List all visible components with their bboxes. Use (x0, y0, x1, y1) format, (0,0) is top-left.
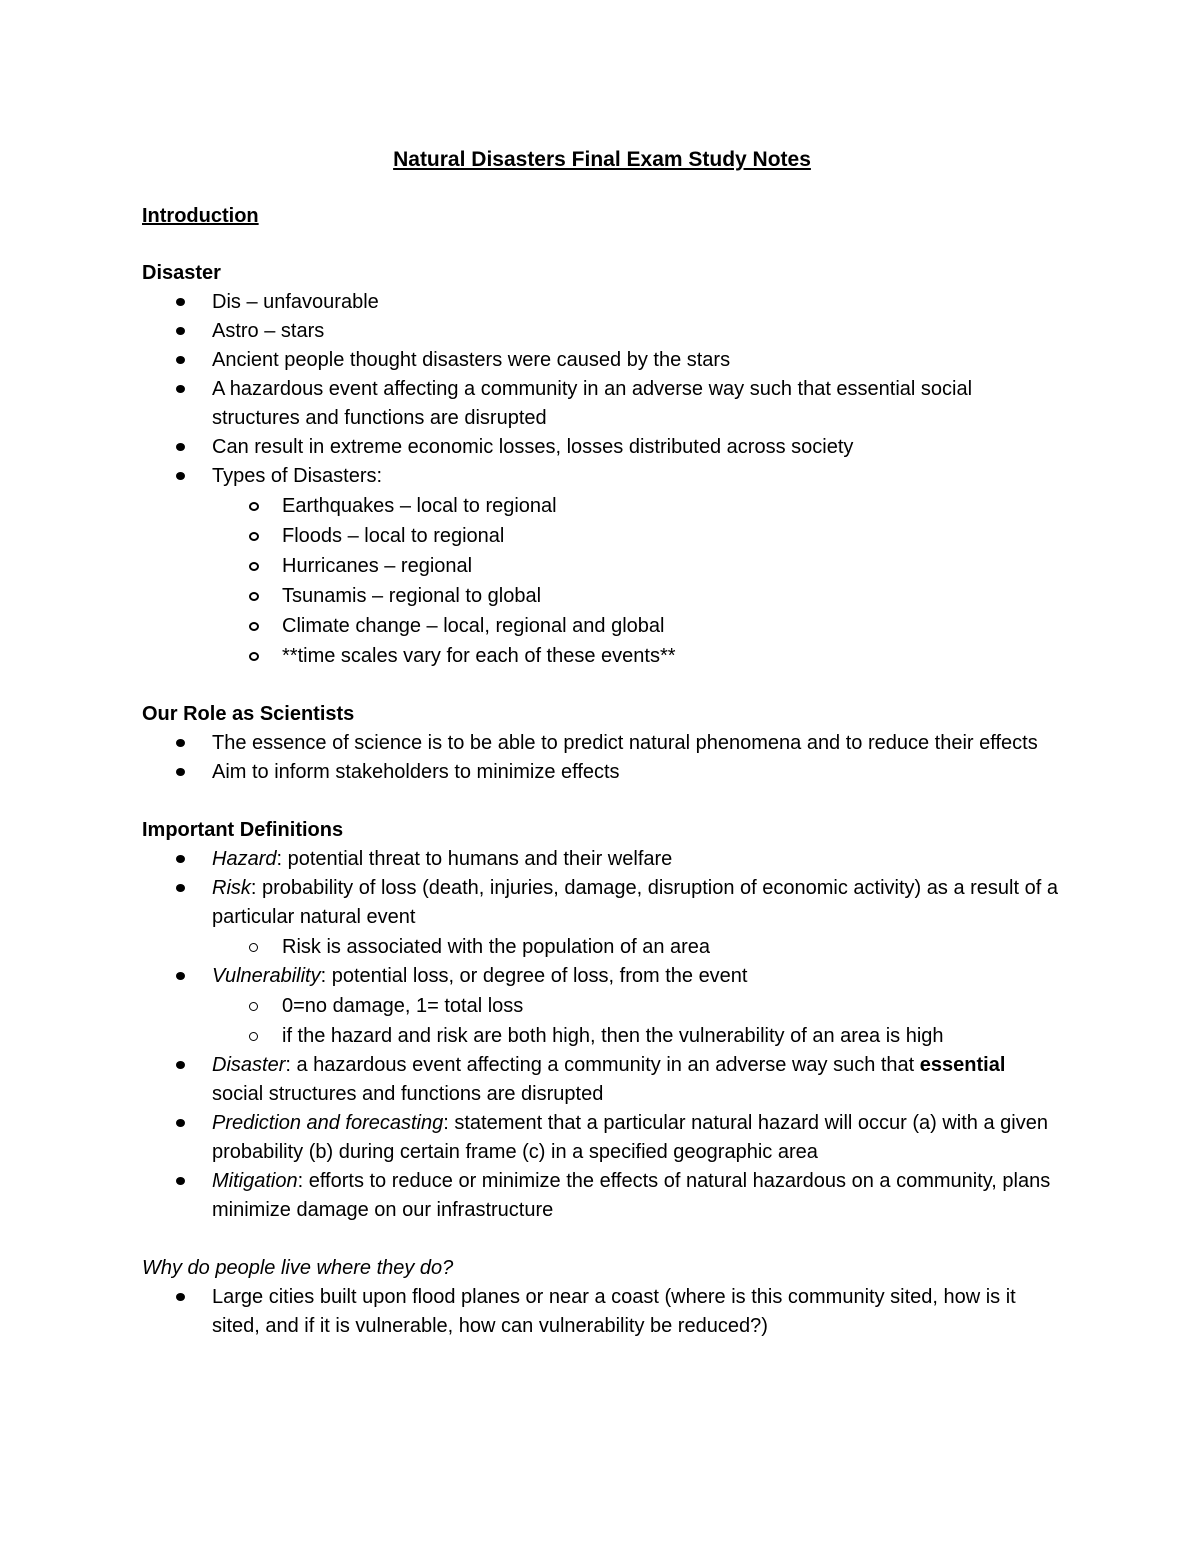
definition-vulnerability: Vulnerability: potential loss, or degree of loss, from the event 0=no damage, 1= total loss if the hazard and risk are both high, then the vulnerability of an area is high (142, 962, 1062, 1051)
disaster-list (142, 288, 1062, 671)
bullet-icon (176, 298, 185, 306)
definition-risk: Risk: probability of loss (death, injuries, damage, disruption of economic activity) as a result of a particular natural event Risk is associated with the population of an area (142, 874, 1062, 962)
circle-bullet-icon (249, 1002, 258, 1011)
document-page (142, 144, 1062, 1370)
bullet-icon (176, 385, 185, 393)
sub-list-item: Hurricanes – regional (212, 551, 1062, 581)
list-item: A hazardous event affecting a community in an adverse way such that essential social structures and functions are disrupted (142, 375, 1062, 433)
bullet-icon (176, 472, 185, 480)
sub-list-item: if the hazard and risk are both high, then the vulnerability of an area is high (212, 1021, 1062, 1051)
bullet-icon (176, 884, 185, 892)
definition-mitigation: Mitigation: efforts to reduce or minimize the effects of natural hazardous on a community, plans minimize damage on our infrastructure (142, 1167, 1062, 1225)
list-item: Large cities built upon flood planes or near a coast (where is this community sited, how is it sited, and if it is vulnerable, how can vulnerability be reduced?) (142, 1283, 1062, 1341)
disaster-heading: Disaster (142, 262, 221, 284)
definition-disaster: Disaster: a hazardous event affecting a community in an adverse way such that essential social structures and functions are disrupted (142, 1051, 1062, 1109)
definitions-list (142, 845, 1062, 1225)
definition-term: Mitigation (212, 1170, 298, 1192)
list-item: Can result in extreme economic losses, losses distributed across society (142, 433, 1062, 462)
circle-bullet-icon (249, 622, 259, 631)
bullet-icon (176, 768, 185, 776)
bullet-icon (176, 1177, 185, 1185)
circle-bullet-icon (249, 562, 259, 571)
risk-sub-list (212, 932, 1062, 962)
definition-term: Risk (212, 877, 251, 899)
bullet-icon (176, 972, 185, 980)
list-item: Ancient people thought disasters were caused by the stars (142, 346, 1062, 375)
why-list (142, 1283, 1062, 1341)
introduction-heading: Introduction (142, 205, 259, 227)
definition-term: Vulnerability (212, 965, 321, 987)
circle-bullet-icon (249, 502, 259, 511)
definition-prediction: Prediction and forecasting: statement that a particular natural hazard will occur (a) with a given probability (b) during certain frame (c) in a specified geographic area (142, 1109, 1062, 1167)
list-item: The essence of science is to be able to predict natural phenomena and to reduce their effects (142, 729, 1062, 758)
list-item: Aim to inform stakeholders to minimize effects (142, 758, 1062, 787)
sub-list-item: 0=no damage, 1= total loss (212, 991, 1062, 1021)
role-heading: Our Role as Scientists (142, 703, 355, 725)
circle-bullet-icon (249, 943, 258, 952)
circle-bullet-icon (249, 592, 259, 601)
definition-term: Disaster (212, 1054, 286, 1076)
circle-bullet-icon (249, 532, 259, 541)
sub-list-item: **time scales vary for each of these events** (212, 641, 1062, 671)
sub-list-item: Earthquakes – local to regional (212, 491, 1062, 521)
circle-bullet-icon (249, 652, 259, 661)
definition-term: Hazard (212, 848, 277, 870)
list-item: Astro – stars (142, 317, 1062, 346)
why-heading: Why do people live where they do? (142, 1257, 454, 1279)
sub-list-item: Risk is associated with the population of an area (212, 932, 1062, 962)
sub-list-item: Floods – local to regional (212, 521, 1062, 551)
definitions-heading: Important Definitions (142, 819, 344, 841)
bullet-icon (176, 855, 185, 863)
document-title: Natural Disasters Final Exam Study Notes (393, 148, 811, 171)
circle-bullet-icon (249, 1032, 258, 1041)
bullet-icon (176, 327, 185, 335)
list-item: Dis – unfavourable (142, 288, 1062, 317)
sub-list-item: Climate change – local, regional and global (212, 611, 1062, 641)
bullet-icon (176, 1061, 185, 1069)
sub-list-item: Tsunamis – regional to global (212, 581, 1062, 611)
bullet-icon (176, 1293, 185, 1301)
definition-hazard: Hazard: potential threat to humans and their welfare (142, 845, 1062, 874)
list-item: Types of Disasters: Earthquakes – local to regional Floods – local to regional Hurricanes – regional Tsunamis – regional to global Climate change – local, regional and global **time scales vary for each of these events** (142, 462, 1062, 671)
bullet-icon (176, 443, 185, 451)
vulnerability-sub-list (212, 991, 1062, 1051)
role-list (142, 729, 1062, 787)
bullet-icon (176, 356, 185, 364)
definition-term: Prediction and forecasting (212, 1112, 444, 1134)
disaster-types-list (212, 491, 1062, 671)
bullet-icon (176, 739, 185, 747)
bullet-icon (176, 1119, 185, 1127)
